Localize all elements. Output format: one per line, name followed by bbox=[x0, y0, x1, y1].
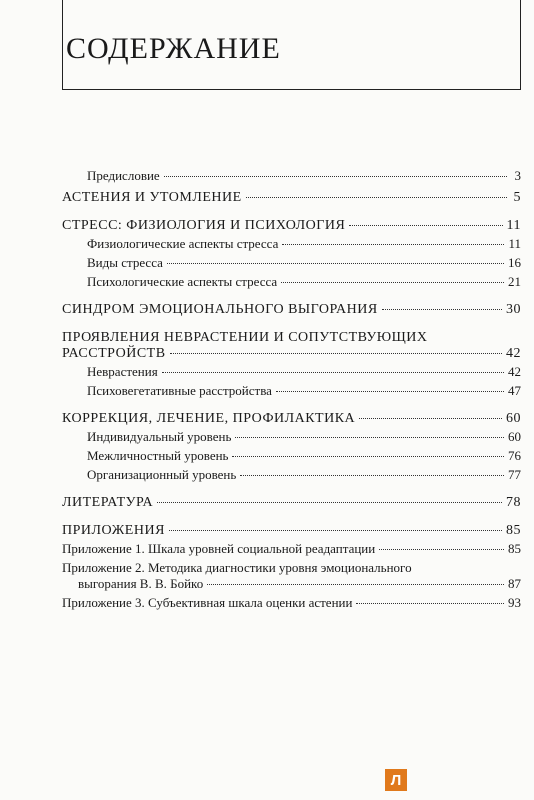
toc-entry-literature bbox=[62, 495, 521, 511]
toc-entry-preface bbox=[62, 168, 521, 184]
toc-label: Межличностный уровень bbox=[87, 448, 229, 463]
dot-leader bbox=[379, 549, 504, 550]
toc-page: 21 bbox=[508, 274, 521, 289]
page-title: СОДЕРЖАНИЕ bbox=[66, 32, 281, 65]
toc-page: 5 bbox=[513, 190, 521, 205]
toc-entry-neurasthenia-sub bbox=[62, 364, 521, 380]
toc-entry-appendices bbox=[62, 523, 521, 539]
toc-page: 76 bbox=[508, 448, 521, 463]
toc-entry-appendix-2-line1: Приложение 2. Методика диагностики уровня эмоционального bbox=[62, 560, 412, 575]
toc-entry-appendix-2 bbox=[62, 576, 521, 592]
toc-page: 3 bbox=[514, 168, 521, 183]
toc-entry-organizational bbox=[62, 467, 521, 483]
dot-leader bbox=[356, 603, 504, 604]
toc-label: ПРИЛОЖЕНИЯ bbox=[62, 523, 165, 538]
toc-label: Психовегетативные расстройства bbox=[87, 383, 272, 398]
toc-entry-neurasthenia bbox=[62, 346, 521, 362]
dot-leader bbox=[157, 502, 502, 503]
dot-leader bbox=[359, 418, 502, 419]
toc-page: 11 bbox=[506, 218, 521, 233]
toc-label: КОРРЕКЦИЯ, ЛЕЧЕНИЕ, ПРОФИЛАКТИКА bbox=[62, 411, 356, 426]
frame-rule-left bbox=[62, 0, 63, 90]
toc-entry-appendix-3 bbox=[62, 595, 521, 611]
toc-label: Физиологические аспекты стресса bbox=[87, 236, 279, 251]
toc-entry-correction bbox=[62, 411, 521, 427]
dot-leader bbox=[167, 263, 504, 264]
toc-entry-neurasthenia-line1: ПРОЯВЛЕНИЯ НЕВРАСТЕНИИ И СОПУТСТВУЮЩИХ bbox=[62, 330, 428, 345]
toc-page: 11 bbox=[508, 236, 521, 251]
dot-leader bbox=[232, 456, 504, 457]
toc-label: Психологические аспекты стресса bbox=[87, 274, 278, 289]
toc-label: Неврастения bbox=[87, 364, 158, 379]
dot-leader bbox=[162, 372, 504, 373]
dot-leader bbox=[240, 475, 504, 476]
toc-entry-interpersonal bbox=[62, 448, 521, 464]
toc-entry-stress-types bbox=[62, 255, 521, 271]
dot-leader bbox=[282, 244, 504, 245]
toc-label: Организационный уровень bbox=[87, 467, 237, 482]
dot-leader bbox=[235, 437, 504, 438]
toc-page: 78 bbox=[506, 495, 521, 510]
dot-leader bbox=[207, 584, 504, 585]
table-of-contents bbox=[62, 168, 521, 611]
toc-label: Приложение 3. Субъективная шкала оценки астении bbox=[62, 595, 353, 610]
toc-entry-appendix-1 bbox=[62, 541, 521, 557]
toc-page: 60 bbox=[506, 411, 521, 426]
publisher-logo: Л bbox=[385, 769, 407, 791]
toc-label: выгорания В. В. Бойко bbox=[78, 576, 204, 591]
toc-entry-physiology bbox=[62, 236, 521, 252]
dot-leader bbox=[349, 225, 502, 226]
toc-page: 42 bbox=[508, 364, 521, 379]
toc-page: 85 bbox=[508, 541, 521, 556]
toc-page: 60 bbox=[508, 429, 521, 444]
dot-leader bbox=[170, 353, 502, 354]
toc-label: ЛИТЕРАТУРА bbox=[62, 495, 154, 510]
toc-entry-asthenia bbox=[62, 190, 521, 206]
toc-label: СИНДРОМ ЭМОЦИОНАЛЬНОГО ВЫГОРАНИЯ bbox=[62, 302, 378, 317]
toc-page: 42 bbox=[506, 346, 521, 361]
toc-label: Индивидуальный уровень bbox=[87, 429, 232, 444]
dot-leader bbox=[246, 197, 507, 198]
toc-label: АСТЕНИЯ И УТОМЛЕНИЕ bbox=[62, 190, 242, 205]
dot-leader bbox=[382, 309, 502, 310]
toc-entry-burnout bbox=[62, 302, 521, 318]
toc-label: Предисловие bbox=[87, 168, 160, 183]
toc-entry-psychovegetative bbox=[62, 383, 521, 399]
toc-label: Виды стресса bbox=[87, 255, 163, 270]
toc-page: 47 bbox=[508, 383, 521, 398]
dot-leader bbox=[281, 282, 504, 283]
toc-entry-psychology bbox=[62, 274, 521, 290]
toc-label: РАССТРОЙСТВ bbox=[62, 346, 166, 361]
toc-entry-stress bbox=[62, 218, 521, 234]
toc-page: 87 bbox=[508, 576, 521, 591]
dot-leader bbox=[169, 530, 502, 531]
toc-page: 30 bbox=[506, 302, 521, 317]
toc-page: 16 bbox=[508, 255, 521, 270]
dot-leader bbox=[276, 391, 504, 392]
toc-label: Приложение 1. Шкала уровней социальной реадаптации bbox=[62, 541, 376, 556]
toc-page: 77 bbox=[508, 467, 521, 482]
dot-leader bbox=[164, 176, 507, 177]
toc-label: СТРЕСС: ФИЗИОЛОГИЯ И ПСИХОЛОГИЯ bbox=[62, 218, 346, 233]
frame-rule-right bbox=[520, 0, 521, 90]
frame-rule-bottom bbox=[62, 89, 521, 90]
toc-entry-individual bbox=[62, 429, 521, 445]
toc-page: 93 bbox=[508, 595, 521, 610]
toc-page: 85 bbox=[506, 523, 521, 538]
